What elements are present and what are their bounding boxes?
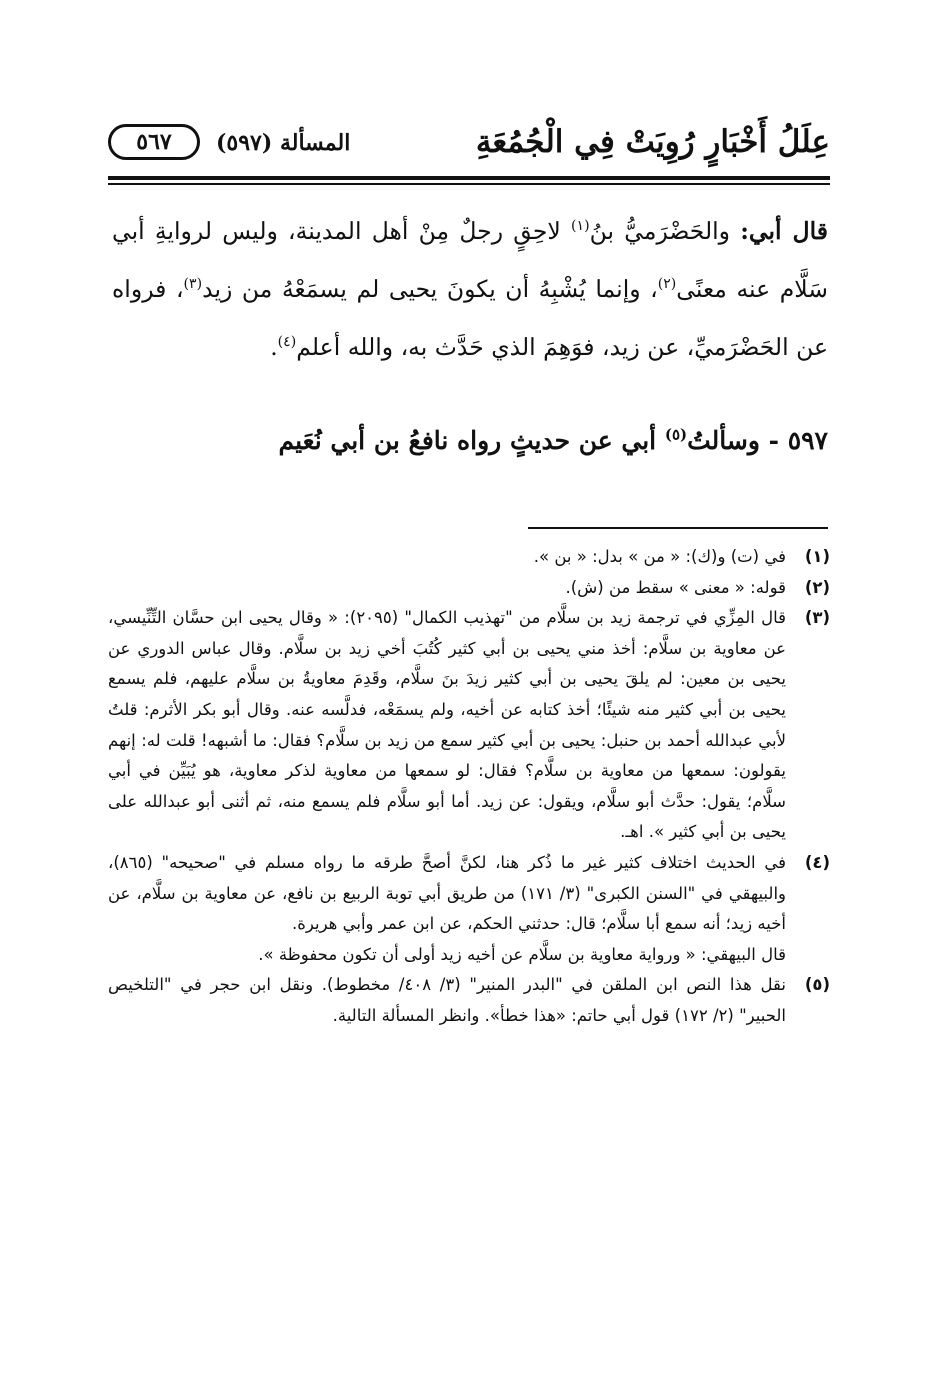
footnote-text: نقل هذا النص ابن الملقن في "البدر المنير" (٣/ ٤٠٨/ مخطوط). ونقل ابن حجر في "التلخيص الحبير" (٢/ ١٧٢) قول أبي حاتم: «هذا خطأ». وانظر المسألة التالية. xyxy=(108,975,786,1025)
footnote-text: قال المِزِّي في ترجمة زيد بن سلَّام من "تهذيب الكمال" (٢٠٩٥): « وقال يحيى ابن حسَّان التِّنِّيسي، عن معاوية بن سلَّام: أخذ مني يحيى بن أبي كثير كُتُبَ أخي زيد بن سلَّام. وقال عباس الدوري عن يحيى بن معين: لم يلقَ يحيى بن أبي كثير زيدَ بنَ سلَّام، وقَدِمَ معاويةُ بن سلَّام عليهم، فلم يسمع يحيى بن أبي كثير منه شيئًا؛ أخذ كتابه عن أخيه، ولم يسمَعْه، فدلَّسه عنه. وقال أبو بكر الأثرم: قلتُ لأبي عبدالله أحمد بن حنبل: يحيى بن أبي كثير سمع من زيد بن سلَّام؟ فقال: ما أشبهه! قلت له: إنهم يقولون: سمعها من معاوية بن سلَّام؟ فقال: لو سمعها من معاوية لذكر معاوية، هو يُبَيِّن في أبي سلَّام؛ يقول: حدَّث أبو سلَّام، ويقول: عن زيد. أما أبو سلَّام فلم يسمع منه، ثم أثنى أبو عبدالله على يحيى بن أبي كثير ». اهـ. xyxy=(108,608,786,842)
footnote-ref[interactable]: (٣) xyxy=(183,276,203,293)
main-segment: . xyxy=(270,333,278,361)
question-number: ٥٩٧ - وسألتُ xyxy=(687,426,828,455)
footnote-ref[interactable]: (٤) xyxy=(277,334,297,351)
page-number-badge xyxy=(108,124,200,160)
page-number: ٥٦٧ xyxy=(136,129,172,155)
footnote xyxy=(108,603,830,848)
book-title: عِلَلُ أَخْبَارٍ رُوِيَتْ فِي الْجُمُعَةِ xyxy=(475,124,830,160)
header-rule-thin xyxy=(108,183,830,185)
main-paragraph xyxy=(112,202,828,376)
footnote-number: (٤) xyxy=(804,852,830,872)
footnote-ref[interactable]: (٥) xyxy=(664,425,688,444)
footnote-separator xyxy=(528,527,828,529)
main-segment: والحَضْرَميُّ بنُ xyxy=(589,217,741,245)
footnote xyxy=(108,542,830,573)
main-segment: ، فرواه عن الحَضْرَميِّ، عن زيد، فوَهِمَ الذي حَدَّث به، والله أعلم xyxy=(112,275,828,361)
footnote-text: قوله: « معنى » سقط من (ش). xyxy=(565,577,786,597)
running-header xyxy=(108,118,830,178)
header-rule-thick xyxy=(108,176,830,180)
footnote xyxy=(108,573,830,604)
speaker-label: قال أبي: xyxy=(740,217,828,245)
main-segment: ، وإنما يُشْبِهُ أن يكونَ يحيى لم يسمَعْهُ من زيد xyxy=(202,275,658,303)
footnotes xyxy=(108,542,830,1032)
footnote-text: في (ت) و(ك): « من » بدل: « بن ». xyxy=(533,547,786,566)
main-text xyxy=(112,202,828,376)
issue-label: المسألة (٥٩٧) xyxy=(216,130,351,156)
footnote-number: (٢) xyxy=(804,577,830,597)
question-text: أبي عن حديثٍ رواه نافعُ بن أبي نُعَيم xyxy=(278,426,665,455)
footnote-ref[interactable]: (١) xyxy=(571,218,590,235)
footnote xyxy=(108,848,830,970)
footnote-number: (١) xyxy=(804,547,830,566)
footnote-number: (٥) xyxy=(804,975,830,995)
footnote-ref[interactable]: (٢) xyxy=(657,276,677,293)
question-heading xyxy=(112,426,828,455)
footnote-text: في الحديث اختلاف كثير غير ما ذُكر هنا، لكنَّ أصحَّ طرقه ما رواه مسلم في "صحيحه" (٨٦٥)، والبيهقي في "السنن الكبرى" (٣/ ١٧١) من طريق أبي توبة الربيع بن نافع، عن معاوية بن سلَّام، عن أخيه زيد؛ أنه سمع أبا سلَّام؛ قال: حدثني الحكم، عن ابن عمر وأبي هريرة. xyxy=(108,852,786,934)
footnote-number: (٣) xyxy=(804,608,830,628)
footnote-extra-text: قال البيهقي: « ورواية معاوية بن سلَّام عن أخيه زيد أولى أن تكون محفوظة ». xyxy=(258,944,786,964)
main-segment: لاحِقٍ رجلٌ مِنْ أهل المدينة، وليس لروايةِ أبي سَلَّام عنه معنًى xyxy=(112,217,828,303)
footnote xyxy=(108,970,830,1031)
